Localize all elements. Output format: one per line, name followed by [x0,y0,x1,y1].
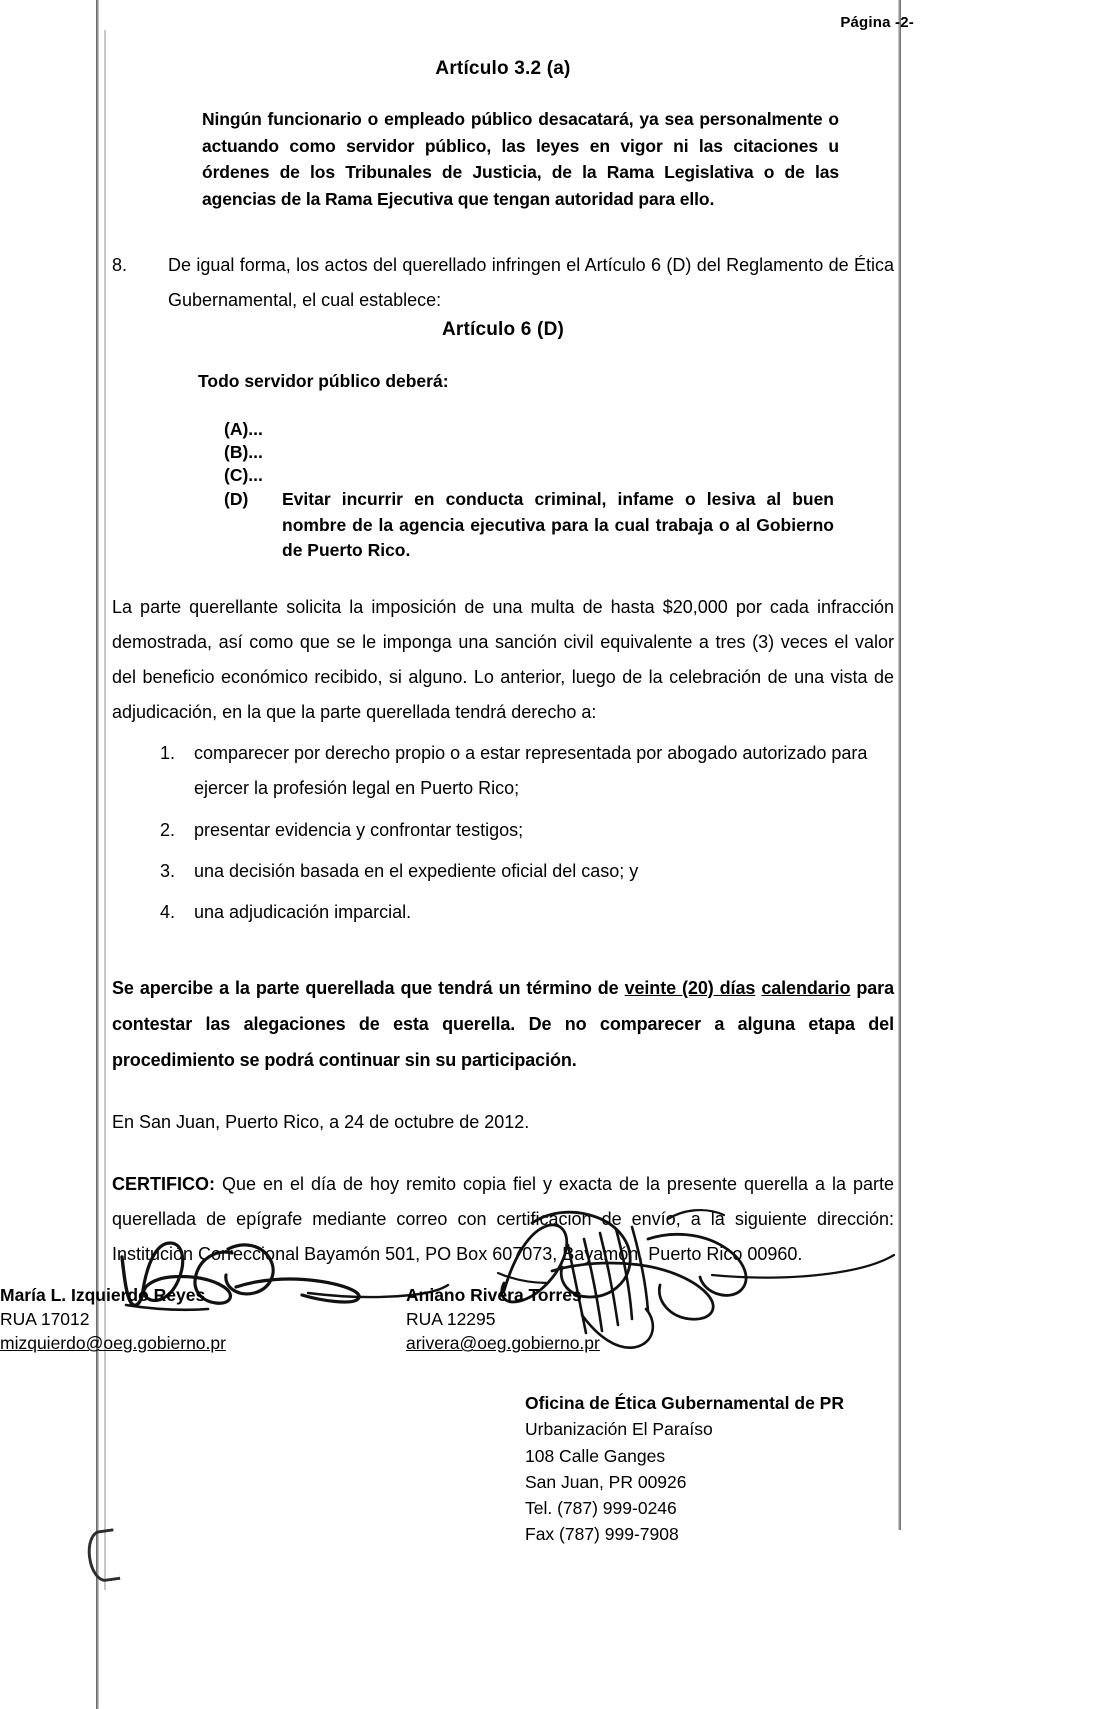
article-3-2-quote: Ningún funcionario o empleado público desacatará, ya sea personalmente o actuando como servidor público, las leyes en vigor ni las citaciones u órdenes de los Tribunales de Justicia, de la Rama Legislativa o de las agencias de la Rama Ejecutiva que tengan autoridad para ello. [202,109,839,209]
article-6-d-lead-in: Todo servidor público deberá: [198,370,449,391]
paragraph-8 [112,248,894,318]
list-item: (C)... [224,465,263,486]
signer-email[interactable]: mizquierdo@oeg.gobierno.pr [0,1333,226,1354]
office-address-block [525,1390,844,1548]
list-item [112,895,894,930]
certifico-label: CERTIFICO: [112,1173,215,1194]
paragraph-8-text: De igual forma, los actos del querellado infringen el Artículo 6 (D) del Reglamento de Ética Gubernamental, el cual establece: [168,255,894,311]
list-item-text: una adjudicación imparcial. [194,901,412,922]
list-item: (A)... [224,418,263,439]
list-item [112,736,894,806]
rights-list [112,736,894,929]
page-number: Página -2- [840,14,914,31]
list-item-index: 3. [160,860,176,881]
signer-name: María L. Izquierdo Reyes [0,1285,206,1305]
list-item-text: una decisión basada en el expediente oficial del caso; y [194,860,639,881]
list-item-text: presentar evidencia y confrontar testigos; [194,819,524,840]
warning-prefix: Se apercibe a la parte querellada que tendrá un término de [112,977,625,998]
list-item-text: Evitar incurrir en conducta criminal, infame o lesiva al buen nombre de la agencia ejecutiva para la cual trabaja o al Gobierno de Puerto Rico. [282,489,834,561]
office-address-line-3: San Juan, PR 00926 [525,1471,687,1492]
signer-rua: RUA 12295 [406,1309,496,1330]
warning-paragraph [112,970,894,1078]
signature-block-right [406,1283,600,1355]
article-6-d-title: Artículo 6 (D) [441,318,565,340]
list-item [112,854,894,889]
signer-email[interactable]: arivera@oeg.gobierno.pr [406,1333,600,1354]
warning-suffix: para contestar las alegaciones de esta querella. De no comparecer a alguna etapa del procedimiento se podrá continuar sin su participación. [112,977,895,1070]
office-telephone: Tel. (787) 999-0246 [525,1498,677,1518]
warning-calendar-underlined: calendario [761,977,851,998]
article-6-d-items [112,418,894,564]
certifico-text: Que en el día de hoy remito copia fiel y exacta de la presente querella a la parte querellada de epígrafe mediante correo con certificación de envío, a la siguiente dirección: Institución Correccional Bayamón 501, PO Box 607073, Bayamón, Puerto Rico 00960. [112,1173,894,1265]
office-name: Oficina de Ética Gubernamental de PR [525,1393,844,1413]
list-item-index: 4. [160,901,176,922]
warning-term-underlined: veinte (20) días [624,977,756,998]
list-item-tag: (D) [224,489,249,510]
signer-name: Aniano Rivera Torres [406,1285,582,1305]
list-item [112,813,894,848]
list-item [224,487,894,564]
list-item: (B)... [224,441,263,462]
document-body [112,58,894,1272]
list-item-index: 2. [160,819,176,840]
list-item-index: 1. [160,743,176,764]
signature-block-left [0,1283,226,1355]
article-3-2-title: Artículo 3.2 (a) [435,58,571,79]
remedy-paragraph: La parte querellante solicita la imposición de una multa de hasta $20,000 por cada infracción demostrada, así como que se le imponga una sanción civil equivalente a tres (3) veces el valor del beneficio económico recibido, si alguno. Lo anterior, luego de la celebración de una vista de adjudicación, en la que la parte querellada tendrá derecho a: [112,597,894,723]
date-line: En San Juan, Puerto Rico, a 24 de octubre de 2012. [112,1111,530,1132]
office-address-line-2: 108 Calle Ganges [525,1445,666,1466]
paragraph-8-number: 8. [112,255,128,276]
signer-rua: RUA 17012 [0,1309,90,1330]
office-fax: Fax (787) 999-7908 [525,1524,679,1545]
office-address-line-1: Urbanización El Paraíso [525,1419,713,1440]
list-item-text: comparecer por derecho propio o a estar representada por abogado autorizado para ejercer la profesión legal en Puerto Rico; [194,743,868,799]
